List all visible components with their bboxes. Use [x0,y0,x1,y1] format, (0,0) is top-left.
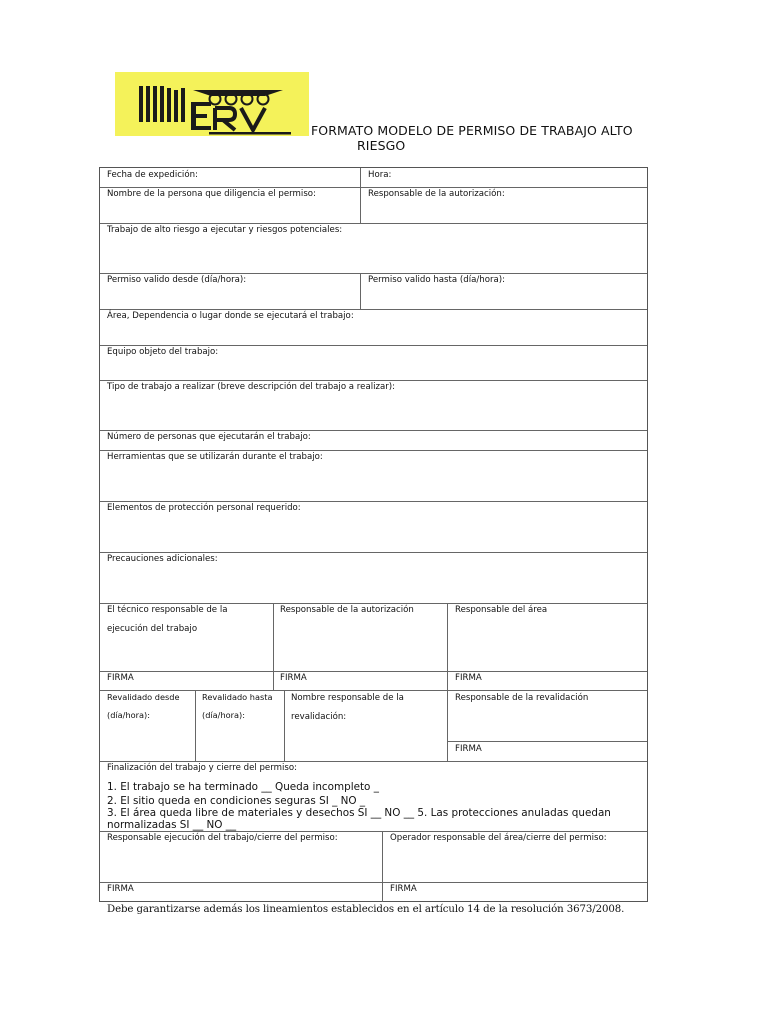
revalidado-hasta-label: Revalidado hasta [202,692,273,702]
revalidado-desde-label: Revalidado desde [107,692,180,702]
nombre-revalidacion-sub: revalidación: [291,712,347,722]
permit-form [99,167,648,902]
row-divider [100,761,647,762]
row-divider [100,501,647,502]
fecha-expedicion-field[interactable]: Fecha de expedición: [107,170,198,180]
title-line-2: RIESGO [357,138,406,153]
nombre-persona-field[interactable]: Nombre de la persona que diligencia el permiso: [107,189,316,199]
tipo-trabajo-field[interactable]: Tipo de trabajo a realizar (breve descripción del trabajo a realizar): [107,382,396,392]
row-divider [100,223,647,224]
row-divider [100,380,647,381]
herramientas-field[interactable]: Herramientas que se utilizarán durante el trabajo: [107,452,323,462]
closure-item-1[interactable]: 1. El trabajo se ha terminado __ Queda incompleto _ [107,781,379,793]
revalidado-hasta-sub: (día/hora): [202,710,245,720]
hora-field[interactable]: Hora: [368,170,392,180]
footer-note: Debe garantizarse además los lineamientos establecidos en el artículo 14 de la resolución 3673/2008. [107,904,625,915]
elementos-proteccion-field[interactable]: Elementos de protección personal requerido: [107,503,301,513]
title-line-1: FORMATO MODELO DE PERMISO DE TRABAJO ALTO [311,123,633,138]
firma-ejecucion[interactable]: FIRMA [107,884,134,894]
row-divider [100,690,647,691]
operador-label: Operador responsable del área/cierre del permiso: [390,833,607,843]
area-field[interactable]: Área, Dependencia o lugar donde se ejecutará el trabajo: [107,311,354,321]
finalizacion-heading: Finalización del trabajo y cierre del permiso: [107,763,297,773]
revalidado-desde-sub: (día/hora): [107,710,150,720]
row-divider [100,187,647,188]
resp-area-label: Responsable del área [455,605,548,615]
col-divider [382,831,383,902]
firma-autorizacion[interactable]: FIRMA [280,673,307,683]
resp-revalidacion-label: Responsable de la revalidación [455,693,589,703]
trabajo-alto-riesgo-field[interactable]: Trabajo de alto riesgo a ejecutar y riesgos potenciales: [107,225,343,235]
closure-item-2[interactable]: 2. El sitio queda en condiciones seguras SI _ NO _ [107,795,366,807]
row-divider [100,552,647,553]
row-divider [100,450,647,451]
permiso-hasta-field[interactable]: Permiso valido hasta (día/hora): [368,275,506,285]
col-divider [360,168,361,223]
merv-logo-graphic [115,72,309,136]
col-divider [447,603,448,761]
row-divider [100,345,647,346]
responsable-autorizacion-field[interactable]: Responsable de la autorización: [368,189,505,199]
firma-area[interactable]: FIRMA [455,673,482,683]
resp-ejecucion-label: Responsable ejecución del trabajo/cierre del permiso: [107,833,338,843]
closure-item-3b[interactable]: normalizadas SI __ NO __ [107,819,237,831]
permiso-desde-field[interactable]: Permiso valido desde (día/hora): [107,275,247,285]
firma-operador[interactable]: FIRMA [390,884,417,894]
resp-autorizacion-label: Responsable de la autorización [280,605,414,615]
row-divider [100,603,647,604]
closure-item-3[interactable]: 3. El área queda libre de materiales y desechos SI __ NO __ 5. Las protecciones anuladas quedan [107,807,611,819]
col-divider [195,690,196,761]
firma-tecnico[interactable]: FIRMA [107,673,134,683]
tecnico-label-line2: ejecución del trabajo [107,624,198,634]
col-divider [284,690,285,761]
precauciones-field[interactable]: Precauciones adicionales: [107,554,218,564]
col-divider [273,603,274,690]
equipo-field[interactable]: Equipo objeto del trabajo: [107,347,219,357]
row-divider [100,309,647,310]
firma-revalidacion[interactable]: FIRMA [455,744,482,754]
row-divider [100,430,647,431]
row-divider [447,741,647,742]
row-divider [100,882,647,883]
company-logo [115,72,309,136]
col-divider [360,273,361,309]
document-title [311,123,671,153]
row-divider [100,273,647,274]
tecnico-label-line1: El técnico responsable de la [107,605,228,615]
numero-personas-field[interactable]: Número de personas que ejecutarán el trabajo: [107,432,311,442]
nombre-revalidacion-label: Nombre responsable de la [291,693,404,703]
row-divider [100,671,647,672]
